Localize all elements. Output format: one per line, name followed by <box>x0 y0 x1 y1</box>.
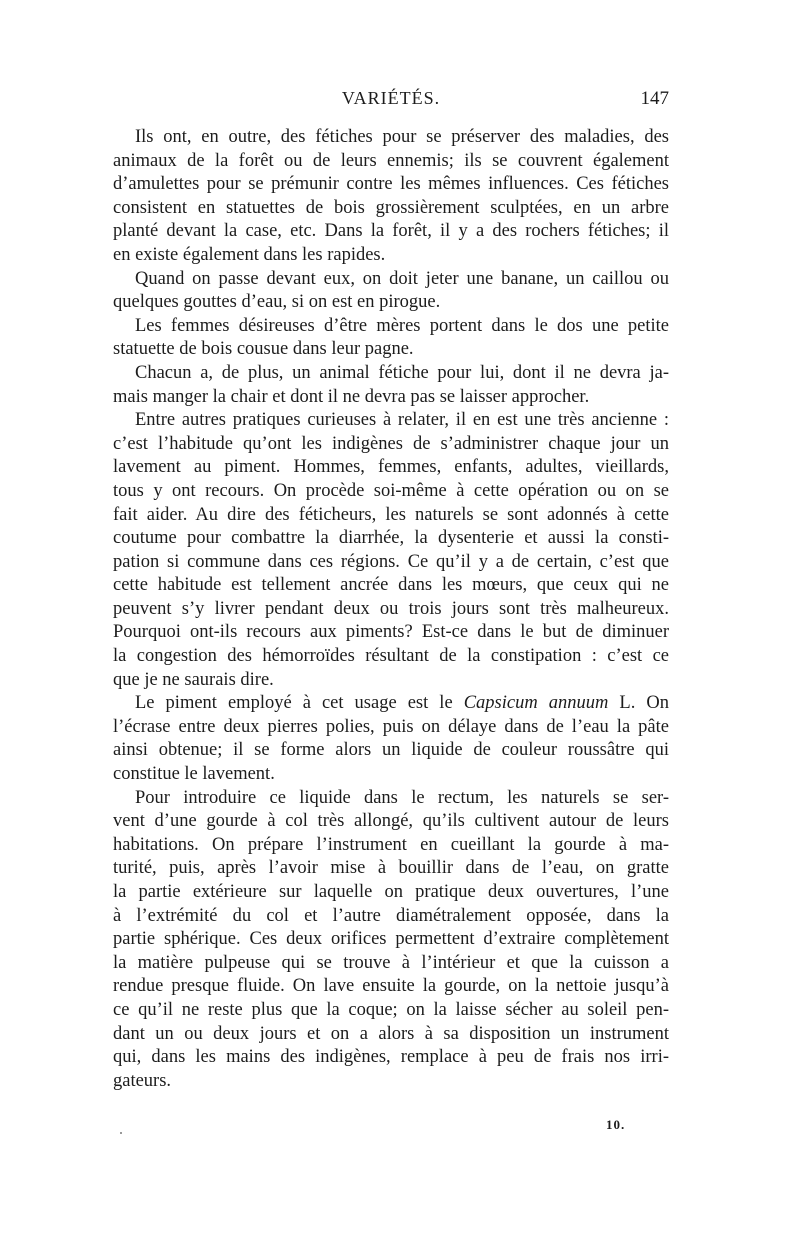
body-text <box>113 126 669 1093</box>
text-line: constitue le lavement. <box>113 764 275 785</box>
text-line: Les femmes désireuses d’être mères portent dans le dos une petite <box>135 315 669 336</box>
text-line: fait aider. Au dire des féticheurs, les naturels se sont adonnés à cette <box>113 504 669 525</box>
text-line: planté devant la case, etc. Dans la forêt, il y a des rochers fétiches; il <box>113 221 669 242</box>
text-line: Pour introduire ce liquide dans le rectum, les naturels se ser- <box>135 787 669 808</box>
running-title: VARIÉTÉS. <box>341 88 441 108</box>
text-line: que je ne saurais dire. <box>113 669 274 690</box>
text-line: ce qu’il ne reste plus que la coque; on la laisse sécher au soleil pen- <box>113 999 669 1020</box>
running-head <box>113 88 669 114</box>
text-line: l’écrase entre deux pierres polies, puis on délaye dans de l’eau la pâte <box>113 716 669 737</box>
text-line: qui, dans les mains des indigènes, remplace à peu de frais nos irri- <box>113 1047 669 1068</box>
text-line: Ils ont, en outre, des fétiches pour se préserver des maladies, des <box>135 127 669 147</box>
text-line: c’est l’habitude qu’ont les indigènes de s’administrer chaque jour un <box>113 433 669 454</box>
page-number: 147 <box>640 88 669 109</box>
text-line: mais manger la chair et dont il ne devra pas se laisser approcher. <box>113 386 590 407</box>
signature-mark: 10. <box>606 1117 626 1132</box>
text-line: habitations. On prépare l’instrument en cueillant la gourde à ma- <box>113 834 669 855</box>
text-line: rendue presque fluide. On lave ensuite la gourde, on la nettoie jusqu’à <box>113 976 669 997</box>
text-line: en existe également dans les rapides. <box>113 244 386 265</box>
text-line: peuvent s’y livrer pendant deux ou trois jours sont très malheureux. <box>113 598 669 619</box>
text-line: consistent en statuettes de bois grossièrement sculptées, en un arbre <box>113 197 669 218</box>
text-line: la partie extérieure sur laquelle on pratique deux ouvertures, l’une <box>113 882 669 902</box>
text-line: turité, puis, après l’avoir mise à bouillir dans de l’eau, on gratte <box>113 858 669 879</box>
text-line: gateurs. <box>113 1070 172 1091</box>
text-line: statuette de bois cousue dans leur pagne. <box>113 339 414 360</box>
text-line: d’amulettes pour se prémunir contre les mêmes influences. Ces fétiches <box>113 174 669 195</box>
print-speck <box>120 1132 122 1134</box>
text-line: Chacun a, de plus, un animal fétiche pour lui, dont il ne devra ja- <box>135 362 669 383</box>
text-line: la matière pulpeuse qui se trouve à l’intérieur et que la cuisson a <box>113 952 669 973</box>
text-line: Entre autres pratiques curieuses à relater, il en est une très ancienne : <box>135 410 669 431</box>
text-line: Quand on passe devant eux, on doit jeter une banane, un caillou ou <box>135 268 669 289</box>
text-line: lavement au piment. Hommes, femmes, enfants, adultes, vieillards, <box>113 457 669 478</box>
text-line: partie sphérique. Ces deux orifices permettent d’extraire complètement <box>113 929 669 950</box>
text-line: Pourquoi ont-ils recours aux piments? Est-ce dans le but de diminuer <box>113 622 669 643</box>
text-line: dant un ou deux jours et on a alors à sa disposition un instrument <box>113 1023 669 1044</box>
text-line: cette habitude est tellement ancrée dans les mœurs, que ceux qui ne <box>113 575 669 596</box>
text-line: ainsi obtenue; il se forme alors un liquide de couleur roussâtre qui <box>113 740 669 761</box>
text-line: quelques gouttes d’eau, si on est en pirogue. <box>113 292 441 313</box>
text-line: pation si commune dans ces régions. Ce qu’il y a de certain, c’est que <box>113 551 669 572</box>
text-line: animaux de la forêt ou de leurs ennemis; ils se couvrent également <box>113 150 669 171</box>
text-line: Le piment employé à cet usage est le Capsicum annuum L. On <box>135 693 669 714</box>
text-line: à l’extrémité du col et l’autre diamétralement opposée, dans la <box>113 905 669 926</box>
text-line: tous y ont recours. On procède soi-même à cette opération ou on se <box>113 480 669 501</box>
species-name: Capsicum annuum <box>463 693 609 714</box>
text-line: vent d’une gourde à col très allongé, qu’ils cultivent autour de leurs <box>113 811 669 832</box>
text-line: coutume pour combattre la diarrhée, la dysenterie et aussi la consti- <box>113 528 669 549</box>
text-line: la congestion des hémorroïdes résultant de la constipation : c’est ce <box>113 646 669 667</box>
